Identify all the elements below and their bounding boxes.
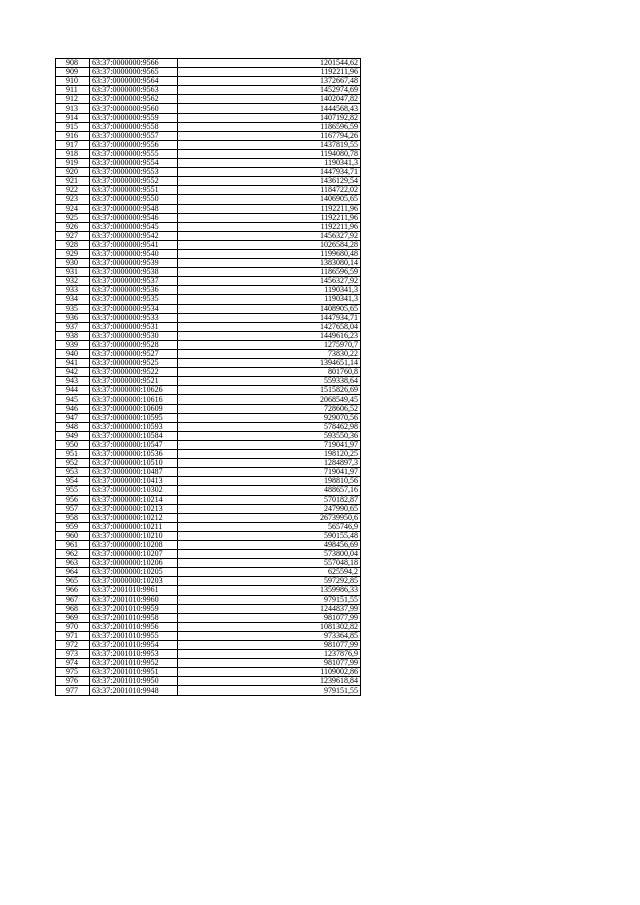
table-row (56, 668, 361, 677)
table-row (56, 177, 361, 186)
cadastral-value-cell: 198120,25 (178, 450, 361, 459)
row-number-cell: 951 (56, 450, 90, 459)
cadastral-number-cell: 63:37:2001010:9959 (90, 604, 178, 613)
cadastral-value-cell: 1190341,3 (178, 286, 361, 295)
cadastral-value-cell: 1447934,71 (178, 168, 361, 177)
row-number-cell: 940 (56, 350, 90, 359)
cadastral-number-cell: 63:37:0000000:10208 (90, 540, 178, 549)
cadastral-number-cell: 63:37:0000000:9555 (90, 149, 178, 158)
cadastral-number-cell: 63:37:0000000:9522 (90, 368, 178, 377)
row-number-cell: 968 (56, 604, 90, 613)
cadastral-value-cell: 1192211,96 (178, 213, 361, 222)
table-row (56, 641, 361, 650)
cadastral-value-cell: 1237876,9 (178, 650, 361, 659)
cadastral-number-cell: 63:37:0000000:10212 (90, 513, 178, 522)
row-number-cell: 921 (56, 177, 90, 186)
cadastral-number-cell: 63:37:0000000:9533 (90, 313, 178, 322)
table-row (56, 440, 361, 449)
cadastral-number-cell: 63:37:0000000:10593 (90, 422, 178, 431)
table-row (56, 650, 361, 659)
table-row (56, 577, 361, 586)
row-number-cell: 945 (56, 395, 90, 404)
row-number-cell: 963 (56, 559, 90, 568)
cadastral-number-cell: 63:37:0000000:9556 (90, 140, 178, 149)
row-number-cell: 961 (56, 540, 90, 549)
table-row (56, 404, 361, 413)
cadastral-number-cell: 63:37:0000000:9534 (90, 304, 178, 313)
cadastral-value-cell: 1199680,48 (178, 249, 361, 258)
table-row (56, 531, 361, 540)
cadastral-number-cell: 63:37:0000000:10413 (90, 477, 178, 486)
cadastral-value-cell: 590155,48 (178, 531, 361, 540)
cadastral-number-cell: 63:37:0000000:9564 (90, 77, 178, 86)
cadastral-number-cell: 63:37:0000000:9550 (90, 195, 178, 204)
row-number-cell: 908 (56, 59, 90, 68)
cadastral-value-table (55, 58, 361, 696)
cadastral-value-cell: 1239618,84 (178, 677, 361, 686)
cadastral-number-cell: 63:37:0000000:9540 (90, 249, 178, 258)
table-row (56, 186, 361, 195)
cadastral-value-cell: 593550,36 (178, 431, 361, 440)
row-number-cell: 956 (56, 495, 90, 504)
table-row (56, 659, 361, 668)
table-row (56, 468, 361, 477)
cadastral-number-cell: 63:37:0000000:10206 (90, 559, 178, 568)
row-number-cell: 939 (56, 340, 90, 349)
row-number-cell: 943 (56, 377, 90, 386)
table-row (56, 68, 361, 77)
cadastral-number-cell: 63:37:0000000:9551 (90, 186, 178, 195)
row-number-cell: 967 (56, 595, 90, 604)
cadastral-value-cell: 1408905,65 (178, 304, 361, 313)
cadastral-number-cell: 63:37:0000000:10616 (90, 395, 178, 404)
cadastral-number-cell: 63:37:0000000:9552 (90, 177, 178, 186)
row-number-cell: 971 (56, 631, 90, 640)
cadastral-value-cell: 625594,2 (178, 568, 361, 577)
cadastral-number-cell: 63:37:0000000:9530 (90, 331, 178, 340)
row-number-cell: 934 (56, 295, 90, 304)
cadastral-value-cell: 488657,16 (178, 486, 361, 495)
table-row (56, 222, 361, 231)
cadastral-value-cell: 973364,85 (178, 631, 361, 640)
table-row (56, 231, 361, 240)
table-row (56, 195, 361, 204)
cadastral-number-cell: 63:37:0000000:10210 (90, 531, 178, 540)
row-number-cell: 962 (56, 550, 90, 559)
cadastral-number-cell: 63:37:0000000:10213 (90, 504, 178, 513)
cadastral-number-cell: 63:37:0000000:9545 (90, 222, 178, 231)
table-body (56, 59, 361, 696)
row-number-cell: 935 (56, 304, 90, 313)
row-number-cell: 957 (56, 504, 90, 513)
row-number-cell: 930 (56, 259, 90, 268)
row-number-cell: 928 (56, 240, 90, 249)
table-row (56, 368, 361, 377)
cadastral-value-cell: 1406905,65 (178, 195, 361, 204)
cadastral-number-cell: 63:37:0000000:9542 (90, 231, 178, 240)
table-row (56, 495, 361, 504)
cadastral-value-cell: 1407192,82 (178, 113, 361, 122)
row-number-cell: 948 (56, 422, 90, 431)
table-row (56, 204, 361, 213)
table-row (56, 268, 361, 277)
row-number-cell: 946 (56, 404, 90, 413)
cadastral-number-cell: 63:37:0000000:9559 (90, 113, 178, 122)
table-row (56, 86, 361, 95)
row-number-cell: 938 (56, 331, 90, 340)
cadastral-value-cell: 557048,18 (178, 559, 361, 568)
row-number-cell: 977 (56, 686, 90, 695)
cadastral-value-cell: 1402047,82 (178, 95, 361, 104)
table-row (56, 140, 361, 149)
row-number-cell: 944 (56, 386, 90, 395)
table-row (56, 595, 361, 604)
row-number-cell: 947 (56, 413, 90, 422)
table-row (56, 322, 361, 331)
row-number-cell: 918 (56, 149, 90, 158)
row-number-cell: 917 (56, 140, 90, 149)
table-row (56, 450, 361, 459)
table-row (56, 113, 361, 122)
table-row (56, 504, 361, 513)
table-row (56, 477, 361, 486)
cadastral-value-cell: 1194080,78 (178, 149, 361, 158)
cadastral-value-cell: 1081302,82 (178, 622, 361, 631)
cadastral-value-cell: 979151,55 (178, 595, 361, 604)
row-number-cell: 974 (56, 659, 90, 668)
cadastral-value-cell: 1201544,62 (178, 59, 361, 68)
table-row (56, 213, 361, 222)
table-row (56, 568, 361, 577)
cadastral-number-cell: 63:37:2001010:9955 (90, 631, 178, 640)
row-number-cell: 953 (56, 468, 90, 477)
cadastral-number-cell: 63:37:0000000:9560 (90, 104, 178, 113)
table-row (56, 313, 361, 322)
cadastral-value-cell: 1026584,28 (178, 240, 361, 249)
cadastral-number-cell: 63:37:2001010:9956 (90, 622, 178, 631)
cadastral-number-cell: 63:37:0000000:9521 (90, 377, 178, 386)
cadastral-number-cell: 63:37:0000000:9525 (90, 359, 178, 368)
cadastral-value-cell: 1192211,96 (178, 68, 361, 77)
table-row (56, 168, 361, 177)
cadastral-value-cell: 198810,56 (178, 477, 361, 486)
cadastral-number-cell: 63:37:0000000:9553 (90, 168, 178, 177)
cadastral-value-cell: 719041,97 (178, 440, 361, 449)
cadastral-number-cell: 63:37:0000000:9541 (90, 240, 178, 249)
table-row (56, 459, 361, 468)
cadastral-number-cell: 63:37:0000000:9538 (90, 268, 178, 277)
cadastral-value-cell: 1190341,3 (178, 295, 361, 304)
table-row (56, 104, 361, 113)
table-row (56, 350, 361, 359)
row-number-cell: 933 (56, 286, 90, 295)
cadastral-number-cell: 63:37:0000000:9554 (90, 159, 178, 168)
table-row (56, 559, 361, 568)
row-number-cell: 914 (56, 113, 90, 122)
cadastral-value-cell: 1109002,86 (178, 668, 361, 677)
table-row (56, 331, 361, 340)
cadastral-value-cell: 559338,64 (178, 377, 361, 386)
cadastral-value-cell: 1190341,3 (178, 159, 361, 168)
cadastral-value-cell: 1167794,26 (178, 131, 361, 140)
cadastral-value-cell: 1359986,33 (178, 586, 361, 595)
cadastral-value-cell: 247990,65 (178, 504, 361, 513)
table-row (56, 431, 361, 440)
cadastral-number-cell: 63:37:2001010:9950 (90, 677, 178, 686)
cadastral-number-cell: 63:37:0000000:10547 (90, 440, 178, 449)
cadastral-number-cell: 63:37:0000000:10609 (90, 404, 178, 413)
table-row (56, 295, 361, 304)
cadastral-number-cell: 63:37:0000000:10626 (90, 386, 178, 395)
cadastral-number-cell: 63:37:0000000:9539 (90, 259, 178, 268)
row-number-cell: 915 (56, 122, 90, 131)
row-number-cell: 954 (56, 477, 90, 486)
cadastral-number-cell: 63:37:0000000:10214 (90, 495, 178, 504)
cadastral-value-cell: 1184722,02 (178, 186, 361, 195)
table-row (56, 540, 361, 549)
table-row (56, 359, 361, 368)
cadastral-number-cell: 63:37:0000000:9531 (90, 322, 178, 331)
row-number-cell: 955 (56, 486, 90, 495)
cadastral-value-cell: 979151,55 (178, 686, 361, 695)
cadastral-number-cell: 63:37:0000000:10536 (90, 450, 178, 459)
row-number-cell: 929 (56, 249, 90, 258)
cadastral-value-cell: 929070,56 (178, 413, 361, 422)
row-number-cell: 966 (56, 586, 90, 595)
cadastral-value-cell: 1427658,04 (178, 322, 361, 331)
cadastral-value-cell: 573800,04 (178, 550, 361, 559)
table-row (56, 550, 361, 559)
cadastral-number-cell: 63:37:0000000:9535 (90, 295, 178, 304)
cadastral-number-cell: 63:37:0000000:10207 (90, 550, 178, 559)
cadastral-value-cell: 2068549,45 (178, 395, 361, 404)
cadastral-number-cell: 63:37:0000000:10595 (90, 413, 178, 422)
row-number-cell: 927 (56, 231, 90, 240)
table-row (56, 686, 361, 695)
table-row (56, 377, 361, 386)
cadastral-value-cell: 1186596,59 (178, 268, 361, 277)
table-row (56, 304, 361, 313)
row-number-cell: 960 (56, 531, 90, 540)
table-row (56, 413, 361, 422)
table-row (56, 395, 361, 404)
cadastral-number-cell: 63:37:2001010:9961 (90, 586, 178, 595)
row-number-cell: 959 (56, 522, 90, 531)
row-number-cell: 952 (56, 459, 90, 468)
table-row (56, 122, 361, 131)
row-number-cell: 922 (56, 186, 90, 195)
table-row (56, 259, 361, 268)
cadastral-number-cell: 63:37:0000000:10203 (90, 577, 178, 586)
cadastral-number-cell: 63:37:0000000:9546 (90, 213, 178, 222)
table-row (56, 131, 361, 140)
cadastral-value-cell: 26739950,6 (178, 513, 361, 522)
table-row (56, 159, 361, 168)
table-row (56, 249, 361, 258)
cadastral-number-cell: 63:37:0000000:9536 (90, 286, 178, 295)
table-row (56, 340, 361, 349)
row-number-cell: 942 (56, 368, 90, 377)
cadastral-value-cell: 1452974,69 (178, 86, 361, 95)
row-number-cell: 949 (56, 431, 90, 440)
table-row (56, 513, 361, 522)
cadastral-number-cell: 63:37:2001010:9954 (90, 641, 178, 650)
row-number-cell: 916 (56, 131, 90, 140)
row-number-cell: 925 (56, 213, 90, 222)
row-number-cell: 912 (56, 95, 90, 104)
table-row (56, 59, 361, 68)
cadastral-value-cell: 1192211,96 (178, 222, 361, 231)
cadastral-value-cell: 1394651,14 (178, 359, 361, 368)
row-number-cell: 964 (56, 568, 90, 577)
cadastral-value-cell: 1383080,14 (178, 259, 361, 268)
cadastral-value-cell: 1284897,3 (178, 459, 361, 468)
cadastral-number-cell: 63:37:2001010:9958 (90, 613, 178, 622)
cadastral-number-cell: 63:37:2001010:9952 (90, 659, 178, 668)
cadastral-value-cell: 565746,9 (178, 522, 361, 531)
cadastral-value-cell: 1436129,54 (178, 177, 361, 186)
cadastral-value-cell: 801760,8 (178, 368, 361, 377)
cadastral-value-cell: 981077,99 (178, 659, 361, 668)
cadastral-value-cell: 1456327,92 (178, 277, 361, 286)
cadastral-number-cell: 63:37:0000000:9548 (90, 204, 178, 213)
row-number-cell: 972 (56, 641, 90, 650)
row-number-cell: 923 (56, 195, 90, 204)
row-number-cell: 937 (56, 322, 90, 331)
cadastral-number-cell: 63:37:0000000:10584 (90, 431, 178, 440)
table-row (56, 522, 361, 531)
cadastral-value-cell: 1192211,96 (178, 204, 361, 213)
table-row (56, 149, 361, 158)
cadastral-number-cell: 63:37:0000000:10510 (90, 459, 178, 468)
cadastral-number-cell: 63:37:2001010:9960 (90, 595, 178, 604)
table-row (56, 631, 361, 640)
cadastral-number-cell: 63:37:0000000:9528 (90, 340, 178, 349)
table-row (56, 613, 361, 622)
cadastral-number-cell: 63:37:0000000:9527 (90, 350, 178, 359)
cadastral-number-cell: 63:37:0000000:10487 (90, 468, 178, 477)
cadastral-value-cell: 981077,99 (178, 641, 361, 650)
row-number-cell: 932 (56, 277, 90, 286)
row-number-cell: 950 (56, 440, 90, 449)
cadastral-value-cell: 728606,52 (178, 404, 361, 413)
cadastral-number-cell: 63:37:0000000:10302 (90, 486, 178, 495)
cadastral-value-cell: 1456327,92 (178, 231, 361, 240)
row-number-cell: 924 (56, 204, 90, 213)
cadastral-value-cell: 73830,22 (178, 350, 361, 359)
cadastral-number-cell: 63:37:2001010:9953 (90, 650, 178, 659)
row-number-cell: 975 (56, 668, 90, 677)
cadastral-value-cell: 1275970,7 (178, 340, 361, 349)
row-number-cell: 969 (56, 613, 90, 622)
cadastral-number-cell: 63:37:0000000:10205 (90, 568, 178, 577)
table-row (56, 77, 361, 86)
table-row (56, 240, 361, 249)
cadastral-number-cell: 63:37:0000000:9562 (90, 95, 178, 104)
table-row (56, 422, 361, 431)
cadastral-number-cell: 63:37:0000000:10211 (90, 522, 178, 531)
row-number-cell: 970 (56, 622, 90, 631)
row-number-cell: 936 (56, 313, 90, 322)
cadastral-number-cell: 63:37:0000000:9563 (90, 86, 178, 95)
row-number-cell: 920 (56, 168, 90, 177)
cadastral-value-cell: 719041,97 (178, 468, 361, 477)
cadastral-number-cell: 63:37:2001010:9948 (90, 686, 178, 695)
cadastral-value-cell: 1372667,48 (178, 77, 361, 86)
row-number-cell: 973 (56, 650, 90, 659)
table-row (56, 486, 361, 495)
cadastral-number-cell: 63:37:0000000:9558 (90, 122, 178, 131)
row-number-cell: 931 (56, 268, 90, 277)
table-row (56, 95, 361, 104)
cadastral-value-cell: 981077,99 (178, 613, 361, 622)
cadastral-value-cell: 1186596,59 (178, 122, 361, 131)
table-row (56, 286, 361, 295)
table-row (56, 277, 361, 286)
cadastral-value-cell: 1447934,71 (178, 313, 361, 322)
row-number-cell: 926 (56, 222, 90, 231)
cadastral-value-cell: 570182,87 (178, 495, 361, 504)
cadastral-number-cell: 63:37:0000000:9565 (90, 68, 178, 77)
table-row (56, 622, 361, 631)
cadastral-value-cell: 1515826,69 (178, 386, 361, 395)
row-number-cell: 913 (56, 104, 90, 113)
row-number-cell: 941 (56, 359, 90, 368)
cadastral-value-cell: 1437819,55 (178, 140, 361, 149)
cadastral-value-cell: 1449616,23 (178, 331, 361, 340)
cadastral-value-cell: 597292,85 (178, 577, 361, 586)
row-number-cell: 910 (56, 77, 90, 86)
cadastral-number-cell: 63:37:0000000:9537 (90, 277, 178, 286)
row-number-cell: 976 (56, 677, 90, 686)
cadastral-value-cell: 1444568,43 (178, 104, 361, 113)
row-number-cell: 958 (56, 513, 90, 522)
table-row (56, 386, 361, 395)
table-row (56, 586, 361, 595)
table-row (56, 604, 361, 613)
cadastral-number-cell: 63:37:0000000:9557 (90, 131, 178, 140)
row-number-cell: 909 (56, 68, 90, 77)
row-number-cell: 919 (56, 159, 90, 168)
cadastral-value-cell: 1244837,99 (178, 604, 361, 613)
row-number-cell: 965 (56, 577, 90, 586)
row-number-cell: 911 (56, 86, 90, 95)
cadastral-value-cell: 578462,98 (178, 422, 361, 431)
cadastral-number-cell: 63:37:2001010:9951 (90, 668, 178, 677)
cadastral-value-cell: 498456,69 (178, 540, 361, 549)
table-row (56, 677, 361, 686)
cadastral-number-cell: 63:37:0000000:9566 (90, 59, 178, 68)
